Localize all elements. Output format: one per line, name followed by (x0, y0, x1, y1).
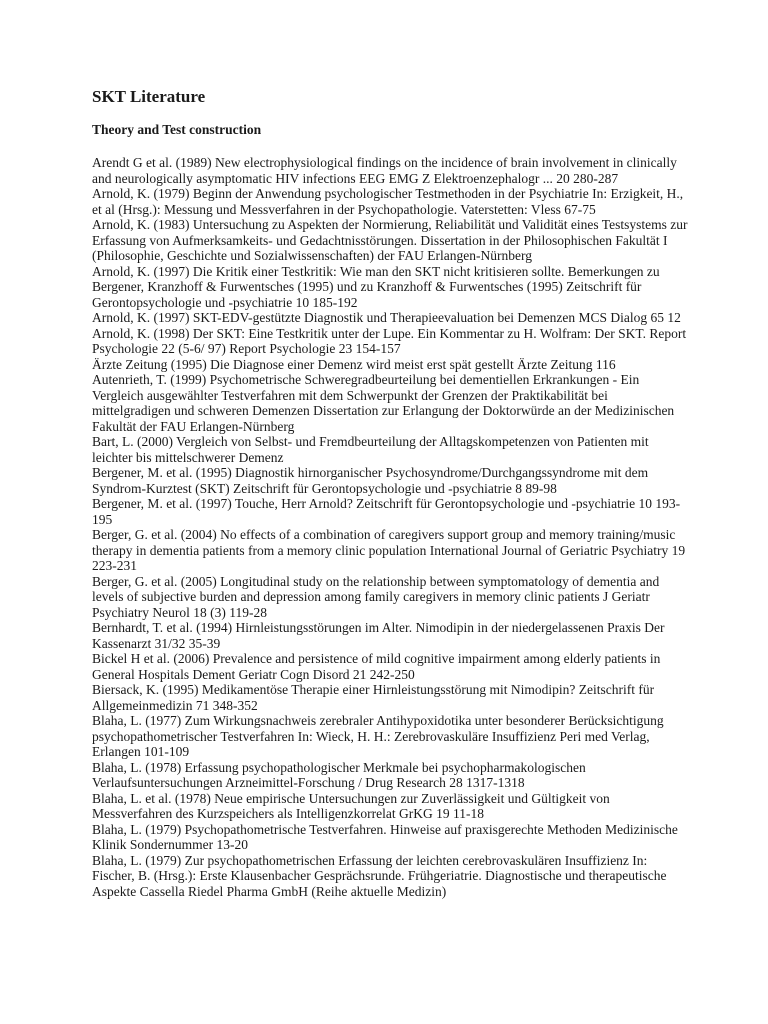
reference-entry: Ärzte Zeitung (1995) Die Diagnose einer Demenz wird meist erst spät gestellt Ärzte Zeitung 116 (92, 356, 616, 372)
reference-entry: Blaha, L. (1979) Zur psychopathometrischen Erfassung der leichten cerebrovaskulären Insuffizienz In: Fischer, B. (Hrsg.): Erste Klausenbacher Gesprächsrunde. Frühgeriatrie. Diagnostische und therapeutische Aspekte Cassella Riedel Pharma GmbH (Reihe aktuelle Medizin) (92, 852, 667, 899)
reference-entry: Blaha, L. (1978) Erfassung psychopathologischer Merkmale bei psychopharmakologischen Verlaufsuntersuchungen Arzneimittel-Forschung / Drug Research 28 1317-1318 (92, 759, 586, 790)
reference-entry: Arnold, K. (1998) Der SKT: Eine Testkritik unter der Lupe. Ein Kommentar zu H. Wolfram: Der SKT. Report Psychologie 22 (5-6/ 97) Report Psychologie 23 154-157 (92, 325, 687, 356)
reference-entry: Blaha, L. et al. (1978) Neue empirische Untersuchungen zur Zuverlässigkeit und Gültigkeit von Messverfahren des Kurzspeichers als Intelligenzkorrelat GrKG 19 11-18 (92, 790, 610, 821)
reference-list (92, 155, 688, 899)
reference-entry: Arnold, K. (1983) Untersuchung zu Aspekten der Normierung, Reliabilität und Validität eines Testsystems zur Erfassung von Aufmerksamkeits- und Gedachtnisstörungen. Dissertation in der Philosophischen Fakultät I (Philosophie, Geschichte und Sozialwissenschaften) der FAU Erlangen-Nürnberg (92, 217, 688, 263)
reference-entry: Bart, L. (2000) Vergleich von Selbst- und Fremdbeurteilung der Alltagskompetenzen von Patienten mit leichter bis mittelschwerer Demenz (92, 434, 649, 465)
reference-entry: Blaha, L. (1979) Psychopathometrische Testverfahren. Hinweise auf praxisgerechte Methoden Medizinische Klinik Sondernummer 13-20 (92, 821, 678, 852)
reference-entry: Berger, G. et al. (2005) Longitudinal study on the relationship between symptomatology of dementia and levels of subjective burden and depression among family caregivers in memory clinic patients J Geriatr Psychiatry Neurol 18 (3) 119-28 (92, 573, 660, 620)
reference-entry: Biersack, K. (1995) Medikamentöse Therapie einer Hirnleistungsstörung mit Nimodipin? Zeitschrift für Allgemeinmedizin 71 348-352 (92, 682, 655, 713)
document-page (92, 86, 688, 899)
reference-entry: Arnold, K. (1979) Beginn der Anwendung psychologischer Testmethoden in der Psychiatrie In: Erzigkeit, H., et al (Hrsg.): Messung und Messverfahren in der Psychopathologie. Vaterstetten: Vless 67-75 (92, 186, 684, 217)
reference-entry: Bernhardt, T. et al. (1994) Hirnleistungsstörungen im Alter. Nimodipin in der niedergelassenen Praxis Der Kassenarzt 31/32 35-39 (92, 620, 665, 651)
reference-entry: Bergener, M. et al. (1997) Touche, Herr Arnold? Zeitschrift für Gerontopsychologie und -psychiatrie 10 193-195 (92, 496, 681, 527)
section-heading: Theory and Test construction (92, 122, 262, 137)
reference-entry: Blaha, L. (1977) Zum Wirkungsnachweis zerebraler Antihypoxidotika unter besonderer Berücksichtigung psychopathometrischer Testverfahren In: Wieck, H. H.: Zerebrovaskuläre Insuffizienz Peri med Verlag, Erlangen 101-109 (92, 713, 664, 759)
reference-entry: Bickel H et al. (2006) Prevalence and persistence of mild cognitive impairment among elderly patients in General Hospitals Dement Geriatr Cogn Disord 21 242-250 (92, 651, 661, 682)
document-title: SKT Literature (92, 87, 206, 106)
reference-entry: Arnold, K. (1997) Die Kritik einer Testkritik: Wie man den SKT nicht kritisieren sollte. Bemerkungen zu Bergener, Kranzhoff & Furwentsches (1995) und zu Kranzhoff & Furwentsches (1995) Zeitschrift für Gerontopsychologie und -psychiatrie 10 185-192 (92, 263, 660, 310)
reference-entry: Bergener, M. et al. (1995) Diagnostik hirnorganischer Psychosyndrome/Durchgangssyndrome mit dem Syndrom-Kurztest (SKT) Zeitschrift für Gerontopsychologie und -psychiatrie 8 89-98 (92, 465, 649, 496)
reference-entry: Arnold, K. (1997) SKT-EDV-gestützte Diagnostik und Therapieevaluation bei Demenzen MCS Dialog 65 12 (92, 310, 681, 325)
reference-entry: Autenrieth, T. (1999) Psychometrische Schweregradbeurteilung bei dementiellen Erkrankungen - Ein Vergleich ausgewählter Testverfahren mit dem Schwerpunkt der Grenzen der Praktikabilität bei mittelgradigen und schweren Demenzen Dissertation zur Erlangung der Doktorwürde an der Medizinischen Fakultät der FAU Erlangen-Nürnberg (92, 372, 675, 434)
reference-entry: Berger, G. et al. (2004) No effects of a combination of caregivers support group and memory training/music therapy in dementia patients from a memory clinic population International Journal of Geriatric Psychiatry 19 223-231 (92, 527, 686, 573)
reference-entry: Arendt G et al. (1989) New electrophysiological findings on the incidence of brain involvement in clinically and neurologically asymptomatic HIV infections EEG EMG Z Elektroenzephalogr ... 20 280-287 (92, 155, 677, 186)
